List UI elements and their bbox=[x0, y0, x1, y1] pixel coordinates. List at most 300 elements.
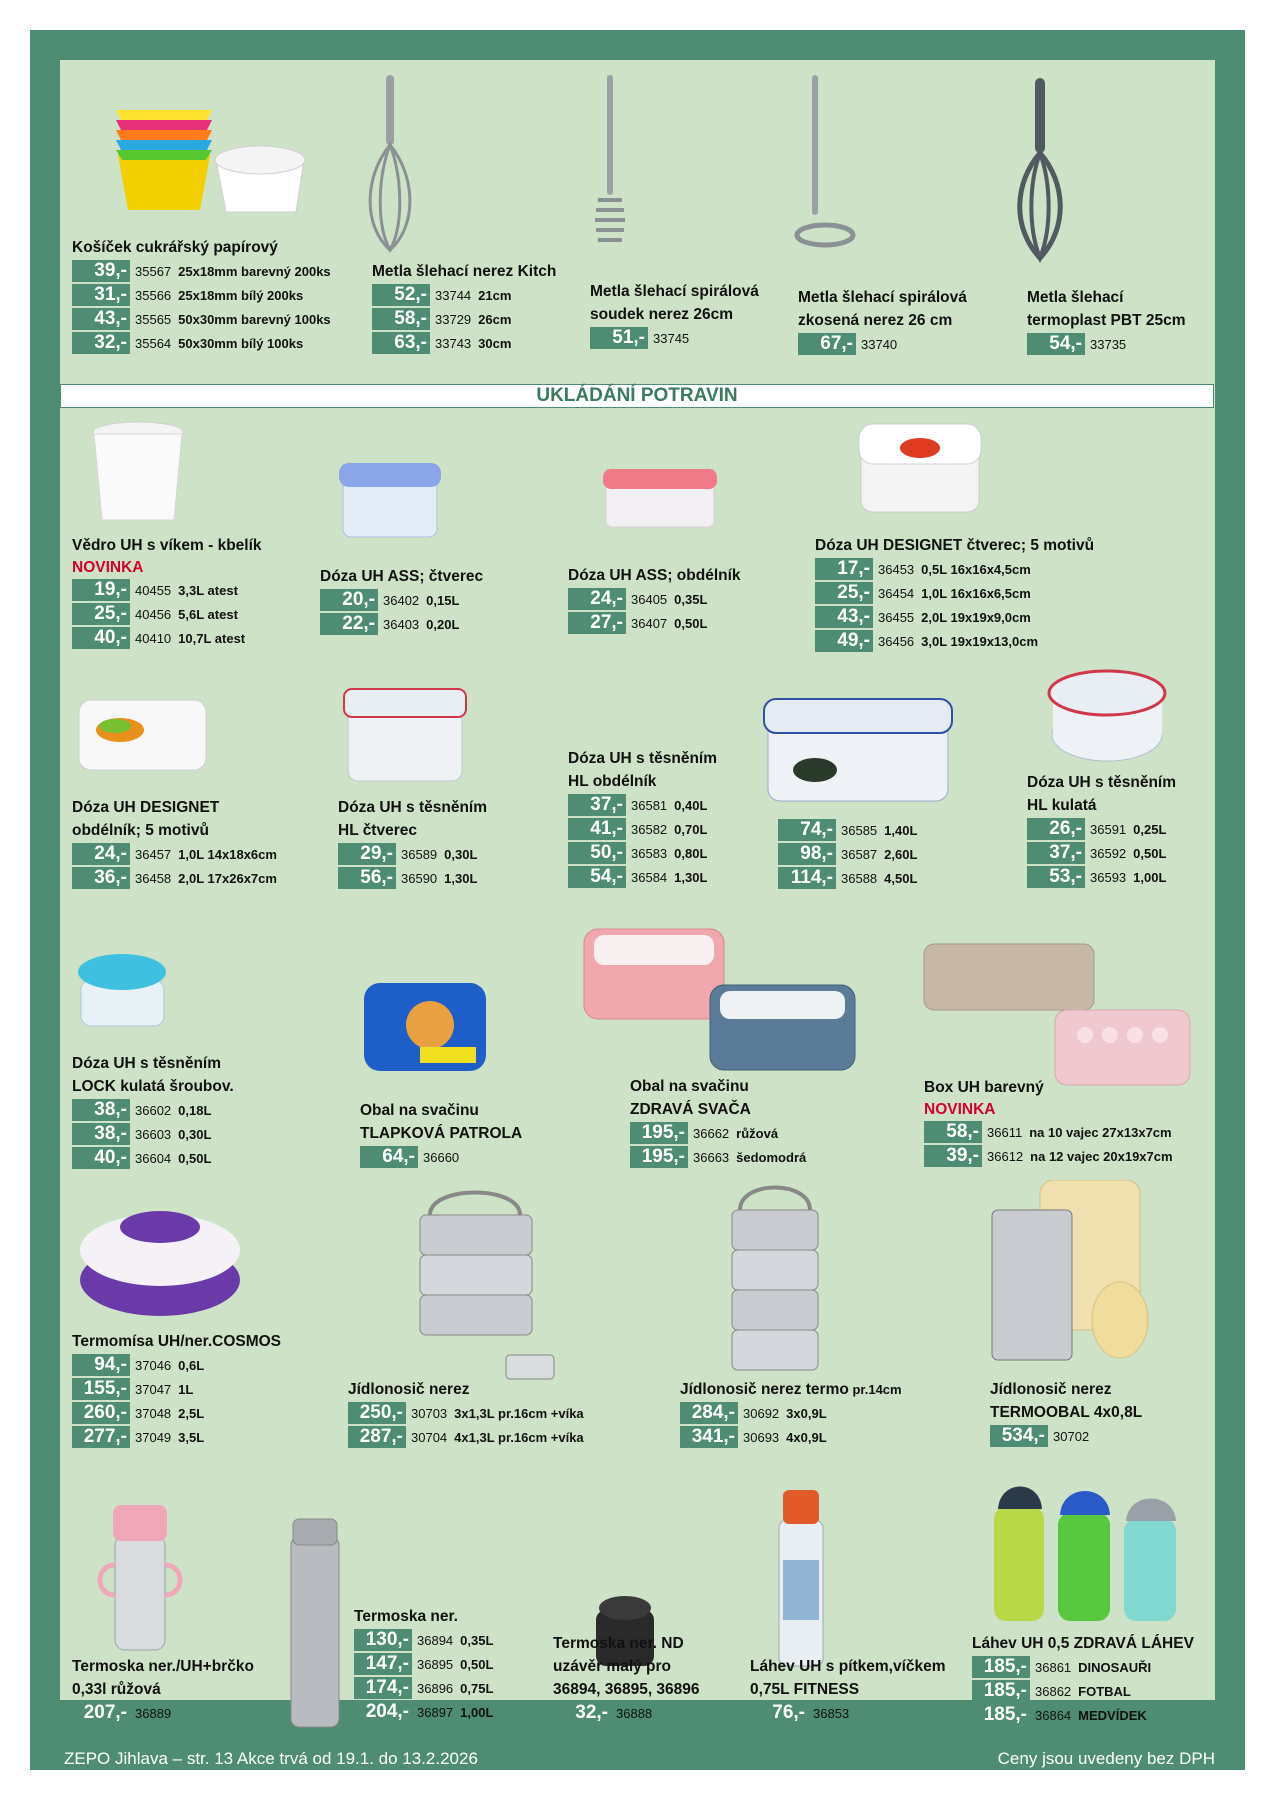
variant-description: 1,00L bbox=[460, 1704, 494, 1720]
product-code: 33740 bbox=[861, 336, 898, 352]
product-title bbox=[568, 747, 717, 770]
product-title-text: TERMOOBAL 4x0,8L bbox=[990, 1404, 1143, 1421]
plastic-whisk-image bbox=[1010, 78, 1070, 263]
price-row bbox=[568, 793, 717, 817]
price-tag: 37,- bbox=[568, 794, 626, 816]
variant-description: šedomodrá bbox=[736, 1149, 807, 1165]
variant-description: 0,35L bbox=[460, 1632, 494, 1648]
product-code: 36583 bbox=[631, 845, 668, 861]
price-tag: 63,- bbox=[372, 332, 430, 354]
footer-price-note: Ceny jsou uvedeny bez DPH bbox=[997, 1749, 1215, 1768]
variant-description: 0,30L bbox=[178, 1126, 212, 1142]
product-title bbox=[553, 1655, 700, 1678]
product-code: 36589 bbox=[401, 846, 438, 862]
price-row bbox=[680, 1401, 902, 1425]
product-paw-patrol-box bbox=[360, 1099, 522, 1169]
price-row bbox=[354, 1676, 493, 1700]
product-code: 36590 bbox=[401, 870, 438, 886]
product-code: 36582 bbox=[631, 821, 668, 837]
product-title bbox=[72, 534, 262, 557]
variant-description: na 12 vajec 20x19x7cm bbox=[1030, 1148, 1173, 1164]
product-title bbox=[72, 1678, 254, 1701]
product-title-text: Dóza UH ASS; obdélník bbox=[568, 567, 741, 584]
variant-description: 3x1,3L pr.16cm +víka bbox=[454, 1405, 584, 1421]
product-title bbox=[553, 1678, 700, 1701]
price-tag: 195,- bbox=[630, 1146, 688, 1168]
product-hl-square bbox=[338, 796, 487, 890]
price-tag: 98,- bbox=[778, 843, 836, 865]
product-title bbox=[990, 1378, 1142, 1401]
price-tag: 94,- bbox=[72, 1354, 130, 1376]
product-title bbox=[972, 1632, 1194, 1655]
product-code: 36591 bbox=[1090, 821, 1127, 837]
variant-description: 4x0,9L bbox=[786, 1429, 827, 1445]
product-pink-thermos bbox=[72, 1655, 254, 1725]
variant-description: 0,20L bbox=[426, 616, 460, 632]
product-title bbox=[990, 1401, 1142, 1424]
variant-description: 0,80L bbox=[674, 845, 708, 861]
price-row bbox=[798, 332, 967, 356]
price-tag: 40,- bbox=[72, 627, 130, 649]
product-code: 40456 bbox=[135, 606, 172, 622]
product-title-text: Láhev UH 0,5 ZDRAVÁ LÁHEV bbox=[972, 1635, 1194, 1652]
price-tag: 17,- bbox=[815, 558, 873, 580]
food-carrier-nerez-image bbox=[410, 1185, 560, 1385]
new-badge: NOVINKA bbox=[924, 1101, 996, 1118]
variant-description: 50x30mm bílý 100ks bbox=[178, 335, 304, 351]
variant-description: MEDVÍDEK bbox=[1078, 1707, 1147, 1723]
variant-description: 0,40L bbox=[674, 797, 708, 813]
product-title-text: ZDRAVÁ SVAČA bbox=[630, 1101, 751, 1118]
variant-description: na 10 vajec 27x13x7cm bbox=[1029, 1124, 1172, 1140]
product-title bbox=[1027, 286, 1186, 309]
footer-store-and-dates: ZEPO Jihlava – str. 13 Akce trvá od 19.1. do 13.2.2026 bbox=[64, 1749, 478, 1768]
variant-description: 0,25L bbox=[1133, 821, 1167, 837]
cosmos-thermo-bowl-image bbox=[75, 1205, 245, 1320]
whisk-kitch-image bbox=[360, 75, 420, 255]
variant-description: 4,50L bbox=[884, 870, 918, 886]
variant-description: 0,70L bbox=[674, 821, 708, 837]
product-title-text: HL obdélník bbox=[568, 773, 657, 790]
product-hl-round bbox=[1027, 771, 1176, 889]
price-row bbox=[72, 842, 277, 866]
product-code: 33743 bbox=[435, 335, 472, 351]
product-food-carrier-termo bbox=[680, 1378, 902, 1449]
product-title-text: Obal na svačinu bbox=[360, 1102, 479, 1119]
product-code: 36407 bbox=[631, 615, 668, 631]
product-code: 36402 bbox=[383, 592, 420, 608]
product-title bbox=[360, 1122, 522, 1145]
product-code: 36603 bbox=[135, 1126, 172, 1142]
product-lock-round bbox=[72, 1052, 234, 1170]
price-row bbox=[320, 612, 483, 636]
product-code: 36888 bbox=[616, 1705, 653, 1721]
product-title-text: Jídlonosič nerez termo bbox=[680, 1381, 849, 1398]
product-code: 30703 bbox=[411, 1405, 448, 1421]
product-title bbox=[320, 565, 483, 588]
product-code: 33735 bbox=[1090, 336, 1127, 352]
product-code: 36662 bbox=[693, 1125, 730, 1141]
price-row bbox=[360, 1145, 522, 1169]
price-row bbox=[972, 1703, 1194, 1727]
price-tag: 130,- bbox=[354, 1629, 412, 1651]
price-tag: 38,- bbox=[72, 1099, 130, 1121]
steel-thermos-image bbox=[285, 1515, 345, 1730]
paw-patrol-box-image bbox=[360, 975, 490, 1075]
product-code: 36588 bbox=[841, 870, 878, 886]
product-title-text: Termomísa UH/ner.COSMOS bbox=[72, 1333, 282, 1350]
variant-description: 30cm bbox=[478, 335, 512, 351]
price-row bbox=[354, 1652, 493, 1676]
price-row bbox=[354, 1700, 493, 1724]
product-title-text: TLAPKOVÁ PATROLA bbox=[360, 1125, 523, 1142]
product-zdrava-lahev bbox=[972, 1632, 1194, 1727]
new-badge: NOVINKA bbox=[72, 559, 144, 576]
product-title bbox=[72, 796, 277, 819]
product-designet-square bbox=[815, 534, 1094, 653]
price-tag: 41,- bbox=[568, 818, 626, 840]
product-egg-box bbox=[924, 1076, 1173, 1168]
variant-description: 25x18mm bílý 200ks bbox=[178, 287, 304, 303]
product-code: 35566 bbox=[135, 287, 172, 303]
price-row bbox=[815, 605, 1094, 629]
variant-description: 1,0L 14x18x6cm bbox=[178, 846, 277, 862]
variant-description: 21cm bbox=[478, 287, 512, 303]
product-title bbox=[798, 286, 967, 309]
variant-description: 2,0L 19x19x9,0cm bbox=[921, 609, 1031, 625]
product-bucket bbox=[72, 534, 262, 650]
price-row bbox=[72, 1098, 234, 1122]
product-ass-square bbox=[320, 565, 483, 636]
price-tag: 155,- bbox=[72, 1378, 130, 1400]
product-title-text: 36894, 36895, 36896 bbox=[553, 1681, 700, 1698]
price-tag: 284,- bbox=[680, 1402, 738, 1424]
product-ass-rectangle bbox=[568, 564, 741, 635]
price-tag: 39,- bbox=[72, 260, 130, 282]
product-food-carrier-nerez bbox=[348, 1378, 584, 1449]
price-tag: 74,- bbox=[778, 819, 836, 841]
price-row bbox=[72, 626, 262, 650]
price-tag: 207,- bbox=[72, 1702, 130, 1724]
price-row bbox=[72, 866, 277, 890]
price-row bbox=[1027, 865, 1176, 889]
product-title bbox=[72, 236, 331, 259]
product-title-text: Dóza UH s těsněním bbox=[1027, 774, 1177, 791]
product-code: 36895 bbox=[417, 1656, 454, 1672]
price-tag: 22,- bbox=[320, 613, 378, 635]
food-carrier-termo-image bbox=[720, 1180, 830, 1380]
variant-description: 0,50L bbox=[460, 1656, 494, 1672]
price-tag: 195,- bbox=[630, 1122, 688, 1144]
product-code: 36457 bbox=[135, 846, 172, 862]
variant-description: 0,75L bbox=[460, 1680, 494, 1696]
price-tag: 147,- bbox=[354, 1653, 412, 1675]
price-tag: 25,- bbox=[72, 603, 130, 625]
product-fitness-bottle bbox=[750, 1655, 946, 1725]
product-title bbox=[553, 1632, 700, 1655]
fitness-bottle-image bbox=[765, 1480, 835, 1670]
section-header: UKLÁDÁNÍ POTRAVIN bbox=[60, 384, 1214, 408]
price-tag: 185,- bbox=[972, 1656, 1030, 1678]
product-title-text: Vědro UH s víkem - kbelík bbox=[72, 537, 262, 554]
product-cosmos-bowl bbox=[72, 1330, 281, 1449]
cupcake-liners-image bbox=[110, 100, 310, 220]
product-spiral-whisk bbox=[590, 280, 759, 350]
price-row bbox=[338, 866, 487, 890]
product-title bbox=[590, 280, 759, 303]
product-title bbox=[348, 1378, 584, 1401]
product-title bbox=[630, 1075, 806, 1098]
product-title bbox=[1027, 794, 1176, 817]
price-row bbox=[630, 1145, 806, 1169]
price-row bbox=[924, 1144, 1173, 1168]
product-code: 36581 bbox=[631, 797, 668, 813]
price-tag: 49,- bbox=[815, 630, 873, 652]
variant-description: 0,6L bbox=[178, 1357, 205, 1373]
price-row bbox=[568, 817, 717, 841]
product-title-text: zkosená nerez 26 cm bbox=[798, 312, 953, 329]
price-tag: 534,- bbox=[990, 1425, 1048, 1447]
price-tag: 29,- bbox=[338, 843, 396, 865]
product-code: 35565 bbox=[135, 311, 172, 327]
price-row bbox=[372, 331, 556, 355]
price-row bbox=[680, 1425, 902, 1449]
product-title-text: Láhev UH s pítkem,víčkem bbox=[750, 1658, 946, 1675]
variant-description: růžová bbox=[736, 1125, 779, 1141]
product-title bbox=[72, 1330, 281, 1353]
product-title-text: Košíček cukrářský papírový bbox=[72, 239, 278, 256]
product-title-text: HL kulatá bbox=[1027, 797, 1097, 814]
price-tag: 51,- bbox=[590, 327, 648, 349]
product-code: 36454 bbox=[878, 585, 915, 601]
variant-description: 3x0,9L bbox=[786, 1405, 827, 1421]
variant-description: 0,18L bbox=[178, 1102, 212, 1118]
product-title-text: Termoska ner. ND bbox=[553, 1635, 684, 1652]
price-tag: 24,- bbox=[72, 843, 130, 865]
variant-description: 0,5L 16x16x4,5cm bbox=[921, 561, 1031, 577]
product-code: 35567 bbox=[135, 263, 172, 279]
price-tag: 54,- bbox=[568, 866, 626, 888]
product-code: 36455 bbox=[878, 609, 915, 625]
price-row bbox=[815, 581, 1094, 605]
price-row bbox=[72, 1146, 234, 1170]
variant-description: 2,5L bbox=[178, 1405, 205, 1421]
price-tag: 43,- bbox=[815, 606, 873, 628]
variant-description: 3,5L bbox=[178, 1429, 205, 1445]
price-tag: 39,- bbox=[924, 1145, 982, 1167]
product-code: 36453 bbox=[878, 561, 915, 577]
price-tag: 26,- bbox=[1027, 818, 1085, 840]
product-plastic-whisk bbox=[1027, 286, 1186, 356]
product-title-text: Dóza UH s těsněním bbox=[72, 1055, 222, 1072]
variant-description: 1,40L bbox=[884, 822, 918, 838]
price-row bbox=[372, 283, 556, 307]
variant-description: 4x1,3L pr.16cm +víka bbox=[454, 1429, 584, 1445]
product-code: 40455 bbox=[135, 582, 172, 598]
price-tag: 54,- bbox=[1027, 333, 1085, 355]
product-title-text: Jídlonosič nerez bbox=[990, 1381, 1112, 1398]
product-code: 36660 bbox=[423, 1149, 460, 1165]
product-title bbox=[750, 1678, 946, 1701]
product-hl-rectangle bbox=[568, 747, 717, 889]
price-tag: 36,- bbox=[72, 867, 130, 889]
product-title bbox=[750, 1655, 946, 1678]
food-carrier-termoobal-image bbox=[990, 1180, 1150, 1370]
variant-description: 0,30L bbox=[444, 846, 478, 862]
variant-description: 0,35L bbox=[674, 591, 708, 607]
product-title bbox=[72, 819, 277, 842]
price-tag: 43,- bbox=[72, 308, 130, 330]
price-row bbox=[72, 1377, 281, 1401]
product-code: 36889 bbox=[135, 1705, 172, 1721]
spiral-whisk-image bbox=[590, 75, 630, 255]
price-row bbox=[630, 1121, 806, 1145]
price-row bbox=[372, 307, 556, 331]
product-title-text: Dóza UH s těsněním bbox=[568, 750, 718, 767]
ass-rectangle-box-image bbox=[600, 465, 720, 530]
price-tag: 64,- bbox=[360, 1146, 418, 1168]
price-tag: 287,- bbox=[348, 1426, 406, 1448]
product-title bbox=[72, 1052, 234, 1075]
product-title bbox=[590, 303, 759, 326]
product-code: 36587 bbox=[841, 846, 878, 862]
variant-description: 1,30L bbox=[674, 869, 708, 885]
price-tag: 174,- bbox=[354, 1677, 412, 1699]
product-code: 33744 bbox=[435, 287, 472, 303]
product-code: 36456 bbox=[878, 633, 915, 649]
product-title-text: Dóza UH ASS; čtverec bbox=[320, 568, 484, 585]
price-tag: 27,- bbox=[568, 612, 626, 634]
price-row bbox=[568, 841, 717, 865]
price-row bbox=[338, 842, 487, 866]
variant-description: 25x18mm barevný 200ks bbox=[178, 263, 331, 279]
price-row bbox=[72, 331, 331, 355]
product-title-text: uzávěr malý pro bbox=[553, 1658, 672, 1675]
price-row bbox=[778, 866, 917, 890]
price-tag: 53,- bbox=[1027, 866, 1085, 888]
price-row bbox=[320, 588, 483, 612]
variant-description: 0,50L bbox=[178, 1150, 212, 1166]
price-row bbox=[1027, 332, 1186, 356]
price-tag: 260,- bbox=[72, 1402, 130, 1424]
product-code: 36602 bbox=[135, 1102, 172, 1118]
price-row bbox=[72, 259, 331, 283]
price-tag: 58,- bbox=[372, 308, 430, 330]
product-title-text: soudek nerez 26cm bbox=[590, 306, 734, 323]
price-row bbox=[778, 842, 917, 866]
price-tag: 58,- bbox=[924, 1121, 982, 1143]
price-tag: 114,- bbox=[778, 867, 836, 889]
product-title bbox=[72, 1655, 254, 1678]
price-row bbox=[553, 1701, 700, 1725]
price-tag: 19,- bbox=[72, 579, 130, 601]
price-tag: 50,- bbox=[568, 842, 626, 864]
price-tag: 56,- bbox=[338, 867, 396, 889]
price-tag: 341,- bbox=[680, 1426, 738, 1448]
product-code: 37047 bbox=[135, 1381, 172, 1397]
hl-square-box-image bbox=[340, 685, 470, 785]
price-row bbox=[1027, 817, 1176, 841]
variant-description: 1L bbox=[178, 1381, 194, 1397]
variant-description: 10,7L atest bbox=[178, 630, 246, 646]
product-zdrava-svaca bbox=[630, 1075, 806, 1169]
product-code: 36405 bbox=[631, 591, 668, 607]
product-hl-rectangle-large bbox=[778, 818, 917, 890]
product-code: 36612 bbox=[987, 1148, 1024, 1164]
price-row bbox=[348, 1425, 584, 1449]
zdrava-svaca-boxes-image bbox=[580, 925, 860, 1075]
product-steel-thermos bbox=[354, 1605, 493, 1724]
product-title-text: Dóza UH s těsněním bbox=[338, 799, 488, 816]
product-title bbox=[568, 770, 717, 793]
variant-description: 0,15L bbox=[426, 592, 460, 608]
variant-description: 50x30mm barevný 100ks bbox=[178, 311, 331, 327]
product-title-text: Jídlonosič nerez bbox=[348, 1381, 470, 1398]
product-title bbox=[372, 260, 556, 283]
price-row bbox=[72, 578, 262, 602]
variant-description: 5,6L atest bbox=[178, 606, 238, 622]
price-tag: 32,- bbox=[72, 332, 130, 354]
hl-rectangle-box-image bbox=[760, 695, 955, 805]
variant-description: DINOSAUŘI bbox=[1078, 1659, 1152, 1675]
price-row bbox=[750, 1701, 946, 1725]
variant-description: FOTBAL bbox=[1078, 1683, 1131, 1699]
price-row bbox=[815, 557, 1094, 581]
product-food-carrier-termoobal bbox=[990, 1378, 1142, 1448]
product-title-text: 0,75L FITNESS bbox=[750, 1681, 860, 1698]
product-code: 33729 bbox=[435, 311, 472, 327]
price-tag: 76,- bbox=[750, 1702, 808, 1724]
variant-description: 3,3L atest bbox=[178, 582, 238, 598]
price-tag: 40,- bbox=[72, 1147, 130, 1169]
product-title bbox=[360, 1099, 522, 1122]
designet-square-box-image bbox=[855, 420, 985, 515]
price-row bbox=[972, 1679, 1194, 1703]
price-row bbox=[1027, 841, 1176, 865]
product-code: 36897 bbox=[417, 1704, 454, 1720]
product-title-text: obdélník; 5 motivů bbox=[72, 822, 209, 839]
product-code: 36896 bbox=[417, 1680, 454, 1696]
product-code: 30702 bbox=[1053, 1428, 1090, 1444]
variant-description: 1,00L bbox=[1133, 869, 1167, 885]
price-row bbox=[72, 283, 331, 307]
price-row bbox=[568, 587, 741, 611]
price-tag: 25,- bbox=[815, 582, 873, 604]
price-row bbox=[990, 1424, 1142, 1448]
price-tag: 37,- bbox=[1027, 842, 1085, 864]
product-code: 30692 bbox=[743, 1405, 780, 1421]
product-code: 36458 bbox=[135, 870, 172, 886]
zdrava-lahev-bottles-image bbox=[990, 1475, 1180, 1625]
hl-round-box-image bbox=[1045, 665, 1170, 765]
product-title-text: Metla šlehací spirálová bbox=[798, 289, 967, 306]
product-title bbox=[354, 1605, 493, 1628]
product-code: 36853 bbox=[813, 1705, 850, 1721]
product-title bbox=[72, 1075, 234, 1098]
product-title bbox=[680, 1378, 902, 1401]
price-tag: 277,- bbox=[72, 1426, 130, 1448]
variant-description: 2,60L bbox=[884, 846, 918, 862]
product-whisk-kitch bbox=[372, 260, 556, 355]
product-title bbox=[798, 309, 967, 332]
price-tag: 204,- bbox=[354, 1701, 412, 1723]
product-code: 36604 bbox=[135, 1150, 172, 1166]
product-title bbox=[338, 796, 487, 819]
product-code: 30704 bbox=[411, 1429, 448, 1445]
pink-thermos-image bbox=[95, 1495, 185, 1655]
price-tag: 32,- bbox=[553, 1702, 611, 1724]
price-row bbox=[924, 1120, 1173, 1144]
